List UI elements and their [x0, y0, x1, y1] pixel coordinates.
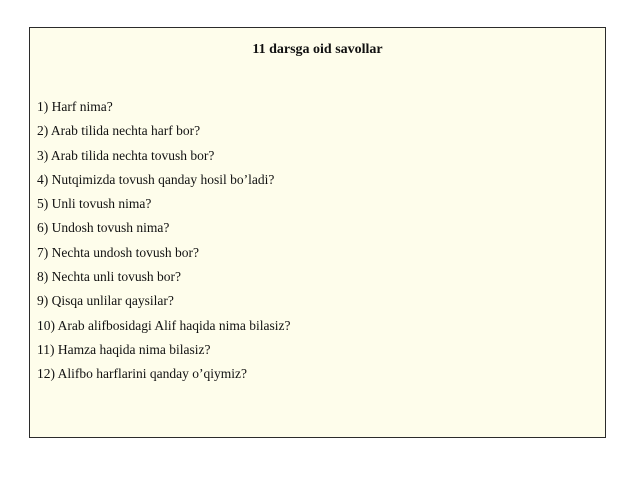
question-item: 4) Nutqimizda tovush qanday hosil bo’ladi? [37, 171, 275, 187]
question-item: 9) Qisqa unlilar qaysilar? [37, 293, 174, 309]
questions-box [29, 27, 606, 438]
question-item: 5) Unli tovush nima? [37, 196, 152, 212]
question-item: 1) Harf nima? [37, 99, 113, 114]
question-item: 3) Arab tilida nechta tovush bor? [37, 147, 215, 163]
question-item: 8) Nechta unli tovush bor? [37, 269, 181, 285]
question-item: 2) Arab tilida nechta harf bor? [37, 123, 201, 139]
question-item: 6) Undosh tovush nima? [37, 220, 170, 236]
question-item: 10) Arab alifbosidagi Alif haqida nima bilasiz? [37, 317, 291, 333]
question-item: 7) Nechta undosh tovush bor? [37, 244, 199, 260]
page-title: 11 darsga oid savollar [252, 42, 383, 57]
question-item: 11) Hamza haqida nima bilasiz? [37, 341, 211, 357]
questions-list [37, 98, 290, 390]
question-item: 12) Alifbo harflarini qanday o’qiymiz? [37, 366, 247, 382]
